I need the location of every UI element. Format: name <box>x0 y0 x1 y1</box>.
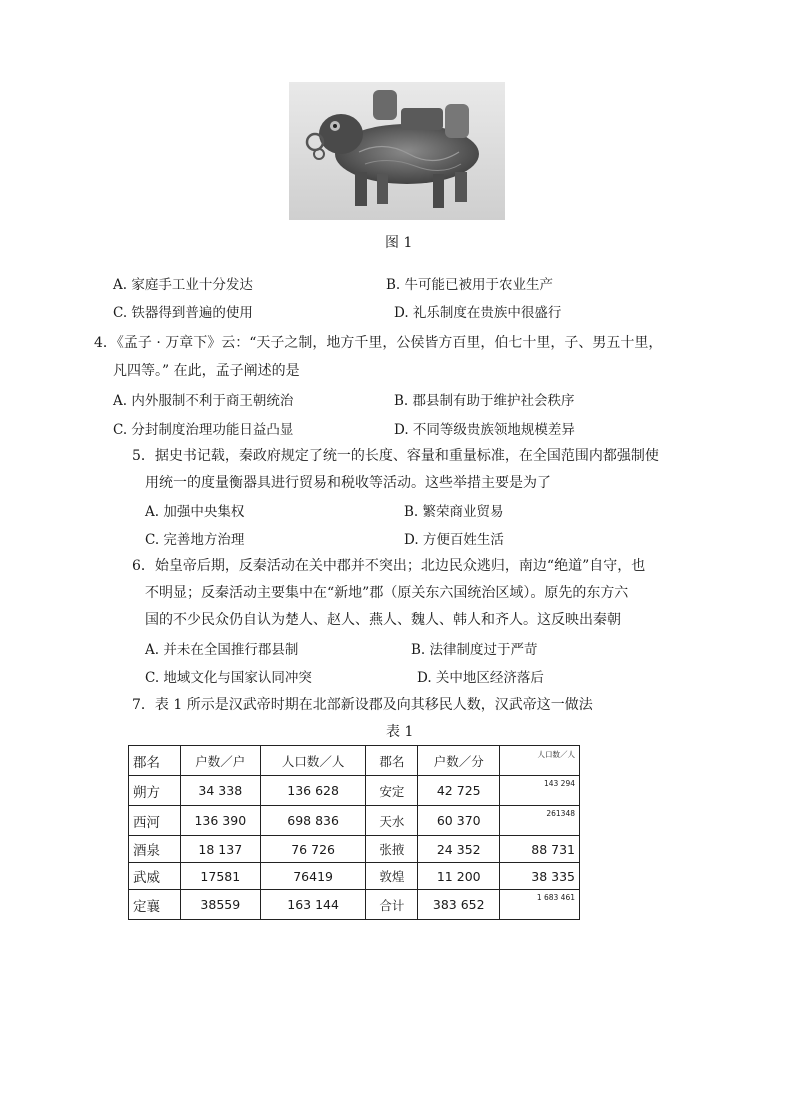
table-row <box>129 776 580 806</box>
table-cell: 76 726 <box>260 836 366 863</box>
table-cell: 88 731 <box>500 836 580 863</box>
table-cell: 136 628 <box>260 776 366 806</box>
figure-caption: 图 1 <box>385 235 413 251</box>
table-cell: 34 338 <box>180 776 260 806</box>
table-row <box>129 806 580 836</box>
table-cell: 136 390 <box>180 806 260 836</box>
table-cell: 38559 <box>180 890 260 920</box>
table-cell: 17581 <box>180 863 260 890</box>
q5-option-d[interactable]: D. 方便百姓生活 <box>404 532 504 548</box>
table-cell: 38 335 <box>500 863 580 890</box>
table-cell: 261348 <box>500 806 580 836</box>
q5-stem-line2: 用统一的度量衡器具进行贸易和税收等活动。这些举措主要是为了 <box>145 475 551 491</box>
header-cell: 人口数／人 <box>260 746 366 776</box>
table-cell: 1 683 461 <box>500 890 580 920</box>
q5-stem-line1: 5．据史书记载，秦政府规定了统一的长度、容量和重量标准，在全国范围内都强制使 <box>132 448 659 464</box>
table-cell: 武威 <box>129 863 181 890</box>
bronze-ox-image <box>289 82 505 220</box>
q4-stem-line2: 凡四等。” 在此，孟子阐述的是 <box>113 363 300 379</box>
table-cell: 18 137 <box>180 836 260 863</box>
q5-option-b[interactable]: B. 繁荣商业贸易 <box>404 504 504 520</box>
header-cell: 人口数／人 <box>500 746 580 776</box>
q6-option-a[interactable]: A. 并未在全国推行郡县制 <box>145 642 299 658</box>
q6-option-b[interactable]: B. 法律制度过于严苛 <box>411 642 538 658</box>
q4-stem-line1: 4．《孟子 · 万章下》云：“天子之制，地方千里，公侯皆方百里，伯七十里，子、男五十里， <box>94 335 663 351</box>
header-cell: 郡名 <box>366 746 418 776</box>
table-row <box>129 836 580 863</box>
table-cell: 定襄 <box>129 890 181 920</box>
q5-option-c[interactable]: C. 完善地方治理 <box>145 532 245 548</box>
table-cell: 酒泉 <box>129 836 181 863</box>
q3-option-d[interactable]: D. 礼乐制度在贵族中很盛行 <box>394 305 562 321</box>
table-cell: 60 370 <box>418 806 500 836</box>
q4-option-d[interactable]: D. 不同等级贵族领地规模差异 <box>394 422 575 438</box>
q6-stem-line1: 6．始皇帝后期，反秦活动在关中郡并不突出；北边民众逃归，南边“绝道”自守，也 <box>132 558 646 574</box>
table-cell: 安定 <box>366 776 418 806</box>
q6-stem-line3: 国的不少民众仍自认为楚人、赵人、燕人、魏人、韩人和齐人。这反映出秦朝 <box>145 612 621 628</box>
table-cell: 143 294 <box>500 776 580 806</box>
q6-stem-line2: 不明显；反秦活动主要集中在“新地”郡（原关东六国统治区域）。原先的东方六 <box>145 585 629 601</box>
header-cell: 郡名 <box>129 746 181 776</box>
q6-option-d[interactable]: D. 关中地区经济落后 <box>417 670 544 686</box>
q6-option-c[interactable]: C. 地域文化与国家认同冲突 <box>145 670 312 686</box>
q5-option-a[interactable]: A. 加强中央集权 <box>145 504 245 520</box>
table-cell: 383 652 <box>418 890 500 920</box>
table-cell: 76419 <box>260 863 366 890</box>
table-cell: 合计 <box>366 890 418 920</box>
q7-stem-line1: 7．表 1 所示是汉武帝时期在北部新设郡及向其移民人数，汉武帝这一做法 <box>132 697 593 713</box>
table-cell: 42 725 <box>418 776 500 806</box>
table-cell: 11 200 <box>418 863 500 890</box>
table-cell: 西河 <box>129 806 181 836</box>
table-cell: 24 352 <box>418 836 500 863</box>
q4-option-b[interactable]: B. 郡县制有助于维护社会秩序 <box>394 393 575 409</box>
table-cell: 天水 <box>366 806 418 836</box>
table-header-row <box>129 746 580 776</box>
table-cell: 朔方 <box>129 776 181 806</box>
table-title: 表 1 <box>386 724 414 740</box>
bronze-ox-figure <box>289 82 505 220</box>
table-cell: 698 836 <box>260 806 366 836</box>
table-row <box>129 890 580 920</box>
q3-option-a[interactable]: A. 家庭手工业十分发达 <box>113 277 253 293</box>
header-cell: 户数／分 <box>418 746 500 776</box>
q4-option-a[interactable]: A. 内外服制不利于商王朝统治 <box>113 393 294 409</box>
header-cell: 户数／户 <box>180 746 260 776</box>
q4-option-c[interactable]: C. 分封制度治理功能日益凸显 <box>113 422 294 438</box>
table-cell: 敦煌 <box>366 863 418 890</box>
table-row <box>129 863 580 890</box>
q3-option-c[interactable]: C. 铁器得到普遍的使用 <box>113 305 253 321</box>
migration-table <box>128 745 580 920</box>
q3-option-b[interactable]: B. 牛可能已被用于农业生产 <box>386 277 554 293</box>
table-cell: 张掖 <box>366 836 418 863</box>
table-cell: 163 144 <box>260 890 366 920</box>
